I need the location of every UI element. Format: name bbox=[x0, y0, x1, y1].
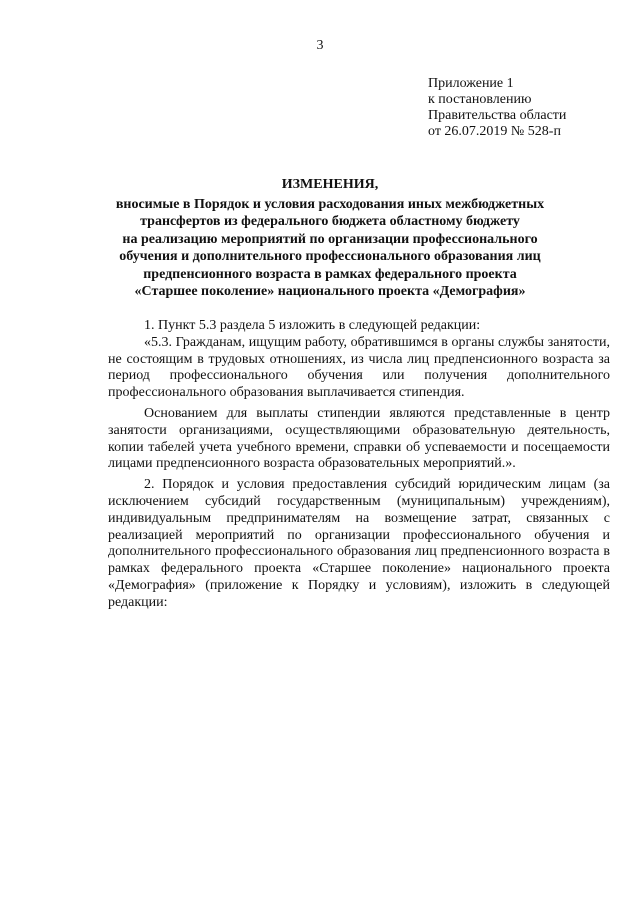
body-paragraph: «5.3. Гражданам, ищущим работу, обратившимся в органы службы занятости, не состоящим в трудовых отношениях, из числа лиц предпенсионного возраста за период профессионального обучения или получения дополнительного профессионального образования выплачивается стипендия. bbox=[108, 334, 610, 401]
appendix-line: от 26.07.2019 № 528-п bbox=[428, 124, 561, 139]
heading-title: ИЗМЕНЕНИЯ, bbox=[281, 177, 379, 192]
heading-line: трансфертов из федерального бюджета областному бюджету bbox=[140, 214, 520, 229]
heading-line: на реализацию мероприятий по организации профессионального bbox=[122, 231, 538, 247]
body-paragraph: Основанием для выплаты стипендии являются представленные в центр занятости организациями, осуществляющими образовательную деятельность, копии табелей учета учебного времени, справки об успеваемости и посещаемости лицами предпенсионного возраста образовательных мероприятий.». bbox=[108, 405, 610, 472]
document-body bbox=[108, 318, 610, 612]
heading-line: вносимые в Порядок и условия расходования иных межбюджетных bbox=[115, 196, 545, 212]
body-paragraph: 1. Пункт 5.3 раздела 5 изложить в следующей редакции: bbox=[144, 318, 481, 333]
document-heading bbox=[40, 176, 620, 301]
appendix-line: Правительства области bbox=[428, 108, 567, 123]
heading-line: обучения и дополнительного профессионального образования лиц bbox=[119, 249, 541, 264]
heading-line: предпенсионного возраста в рамках федерального проекта bbox=[143, 266, 517, 282]
appendix-line: Приложение 1 bbox=[428, 76, 514, 91]
heading-line: «Старшее поколение» национального проекта «Демография» bbox=[134, 284, 526, 299]
appendix-block bbox=[428, 76, 566, 140]
page-number: 3 bbox=[316, 38, 324, 53]
body-paragraph: 2. Порядок и условия предоставления субсидий юридическим лицам (за исключением субсидий государственным (муниципальным) учреждениям), индивидуальным предпринимателям на возмещение затрат, связанных с реализацией мероприятий по организации профессионального обучения и дополнительного профессионального образования лиц предпенсионного возраста в рамках федерального проекта «Старшее поколение» национального проекта «Демография» (приложение к Порядку и условиям), изложить в следующей редакции: bbox=[108, 477, 610, 610]
appendix-line: к постановлению bbox=[428, 92, 532, 107]
